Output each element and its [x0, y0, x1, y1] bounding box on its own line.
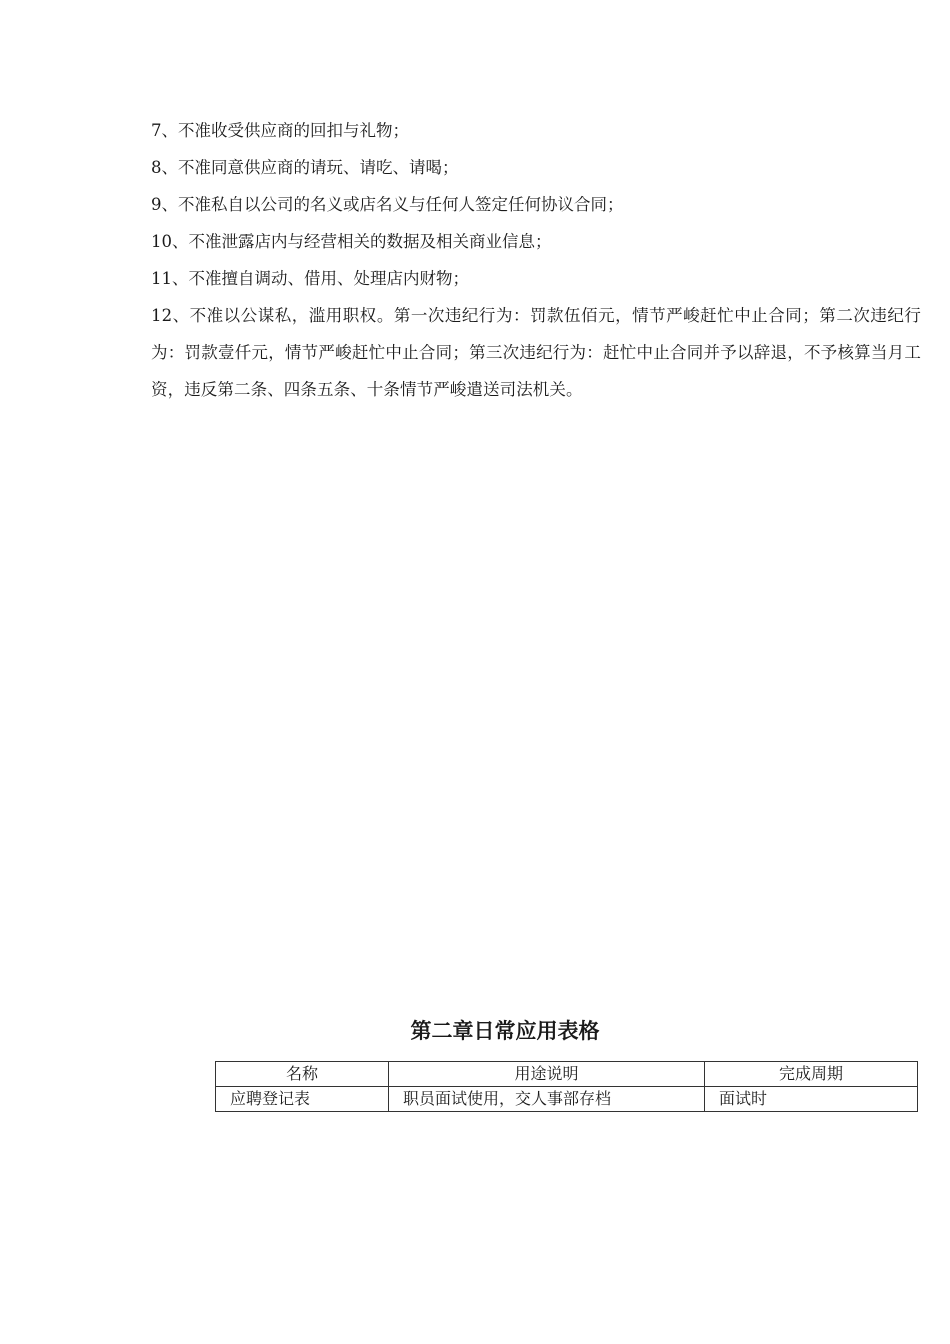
column-header-purpose: 用途说明 [389, 1062, 705, 1087]
column-header-name: 名称 [216, 1062, 389, 1087]
rule-item-10: 10、不准泄露店内与经营相关的数据及相关商业信息； [151, 232, 552, 251]
rule-item-8: 8、不准同意供应商的请玩、请吃、请喝； [151, 158, 459, 177]
table-header-row [216, 1062, 918, 1087]
cell-form-name: 应聘登记表 [216, 1087, 389, 1112]
forms-table [215, 1061, 918, 1112]
column-header-cycle: 完成周期 [705, 1062, 918, 1087]
rule-item-9: 9、不准私自以公司的名义或店名义与任何人签定任何协议合同； [151, 195, 624, 214]
cell-form-cycle: 面试时 [705, 1087, 918, 1112]
cell-form-purpose: 职员面试使用，交人事部存档 [389, 1087, 705, 1112]
rule-item-7: 7、不准收受供应商的回扣与礼物； [151, 121, 409, 140]
rules-section [151, 112, 921, 408]
rule-item-11: 11、不准擅自调动、借用、处理店内财物； [151, 269, 469, 288]
table-row [216, 1087, 918, 1112]
rule-item-12: 12、不准以公谋私，滥用职权。第一次违纪行为：罚款伍佰元，情节严峻赶忙中止合同；第二次违纪行为：罚款壹仟元，情节严峻赶忙中止合同；第三次违纪行为：赶忙中止合同并予以辞退，不予核算当月工资，违反第二条、四条五条、十条情节严峻遣送司法机关。 [151, 306, 921, 399]
chapter-title: 第二章日常应用表格 [410, 1019, 600, 1043]
